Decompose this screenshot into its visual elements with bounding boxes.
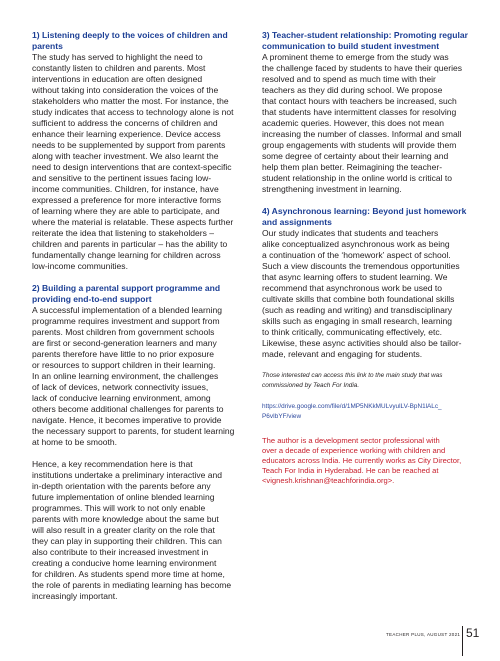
text-line: needs to be supplemented by support from parents: [32, 140, 226, 150]
text-line: also contribute to their increased investment in: [32, 547, 209, 557]
text-line: over a decade of experience working with children and: [262, 446, 446, 455]
text-line: communication to build student investment: [262, 41, 440, 51]
text-line: along with teacher investment. We also learnt the: [32, 151, 219, 161]
section-4-body: [262, 228, 478, 360]
text-line: without taking into consideration the voices of the: [32, 85, 219, 95]
text-line: study indicates that access to technology alone is not: [32, 107, 234, 117]
text-line: 1) Listening deeply to the voices of children and: [32, 30, 228, 40]
text-line: reiterate the idea that listening to stakeholders –: [32, 228, 214, 238]
text-line: where the material is relatable. These aspects further: [32, 217, 234, 227]
text-line: made, relevant and engaging for students.: [262, 349, 423, 359]
text-line: parents with more knowledge about the same but: [32, 514, 219, 524]
text-line: others become additional challenges for parents to: [32, 404, 224, 414]
section-2-heading: [32, 283, 248, 305]
text-line: stakeholders who matter the most. For instance, the: [32, 96, 229, 106]
footer-divider: [462, 626, 463, 656]
text-line: constantly listen to children and parents. Most: [32, 63, 206, 73]
text-line: A prominent theme to emerge from the study was: [262, 52, 449, 62]
text-line: P6vIbYF/view: [262, 413, 302, 420]
text-line: the role of parents in mediating learning has become: [32, 580, 232, 590]
text-line: low-income communities.: [32, 261, 128, 271]
text-line: recommend that asynchronous work be used to: [262, 283, 443, 293]
section-2-body-a: [32, 305, 248, 448]
text-line: and sensitive to the pertinent issues facing low-: [32, 173, 212, 183]
text-line: to think critically, communicating effectively, etc.: [262, 327, 443, 337]
text-line: 4) Asynchronous learning: Beyond just homework: [262, 206, 467, 216]
author-bio: [262, 436, 478, 486]
text-line: they can play in supporting their children. This can: [32, 536, 222, 546]
text-line: for children. As students spend more time at home,: [32, 569, 225, 579]
text-line: of lack of devices, network connectivity issues,: [32, 382, 209, 392]
section-2-body-b: [32, 459, 248, 602]
text-line: A successful implementation of a blended learning: [32, 305, 223, 315]
text-line: enhance their learning experience. Device access: [32, 129, 221, 139]
text-line: some degree of certainty about their learning and: [262, 151, 449, 161]
text-line: expressed a preference for more interactive forms: [32, 195, 222, 205]
page-footer: [386, 626, 486, 656]
page-number: 51: [466, 626, 480, 640]
study-access-note: [262, 371, 478, 391]
text-line: The author is a development sector professional with: [262, 436, 440, 445]
text-line: In an online learning environment, the challenges: [32, 371, 219, 381]
text-line: alike conceptualized asynchronous work as being: [262, 239, 450, 249]
text-line: fundamentally change learning for children across: [32, 250, 221, 260]
text-line: that async learning offers to student learning. We: [262, 272, 448, 282]
text-line: future implementation of online blended learning: [32, 492, 215, 502]
text-line: interventions in education are often designed: [32, 74, 203, 84]
text-line: the necessary support to parents, for student learning: [32, 426, 235, 436]
section-3-body: [262, 52, 478, 195]
text-line: increasing the number of classes. Informal and small: [262, 129, 462, 139]
text-line: resolved and to spend as much time with their: [262, 74, 436, 84]
text-line: help them plan better. Reimagining the teacher-: [262, 162, 443, 172]
text-line: commissioned by Teach For India.: [262, 382, 360, 389]
text-line: a continuation of the ‘homework’ aspect of school.: [262, 250, 451, 260]
text-line: increasingly important.: [32, 591, 118, 601]
text-line: strengthening investment in learning.: [262, 184, 402, 194]
text-line: programme requires investment and support from: [32, 316, 220, 326]
text-line: Those interested can access this link to the main study that was: [262, 372, 443, 379]
text-line: that students have intermittent classes for resolving: [262, 107, 457, 117]
text-line: 3) Teacher-student relationship: Promoting regular: [262, 30, 468, 40]
text-line: navigate. Hence, it becomes imperative to provide: [32, 415, 222, 425]
text-line: sufficient to address the concerns of children and: [32, 118, 218, 128]
text-line: that contact hours with teachers be increased, such: [262, 96, 457, 106]
text-line: the challenge faced by students to have their queries: [262, 63, 463, 73]
section-1-heading: [32, 30, 248, 52]
text-line: The study has served to highlight the need to: [32, 52, 203, 62]
text-line: at home to be smooth.: [32, 437, 118, 447]
text-line: Likewise, these async activities should also be tailor-: [262, 338, 462, 348]
text-line: need to design interventions that are context-specific: [32, 162, 232, 172]
text-line: parents: [32, 41, 63, 51]
text-line: income communities. Children, for instance, have: [32, 184, 219, 194]
text-line: educators across India. He currently works as City Director,: [262, 456, 462, 465]
publication-name: TEACHER PLUS, AUGUST 2021: [386, 632, 461, 637]
text-line: lack of conducive learning environment, among: [32, 393, 211, 403]
study-link[interactable]: [262, 402, 478, 422]
text-line: https://drive.google.com/file/d/1MP5NKkMULvyulLV-BpN1lALc_: [262, 403, 442, 410]
right-column: [262, 30, 478, 486]
text-line: and assignments: [262, 217, 332, 227]
text-line: teachers as they did during school. We propose: [262, 85, 443, 95]
text-line: (such as reading and writing) and transdisciplinary: [262, 305, 453, 315]
text-line: providing end-to-end support: [32, 294, 152, 304]
text-line: <vignesh.krishnan@teachforindia.org>.: [262, 476, 395, 485]
text-line: student relationship in the online world is critical to: [262, 173, 453, 183]
text-line: parents therefore have little to no prior exposure: [32, 349, 214, 359]
text-line: parents. Most children from government schools: [32, 327, 215, 337]
text-line: Our study indicates that students and teachers: [262, 228, 439, 238]
text-line: are first or second-generation learners and many: [32, 338, 217, 348]
text-line: Hence, a key recommendation here is that: [32, 459, 193, 469]
text-line: Teach For India in Hyderabad. He can be reached at: [262, 466, 439, 475]
text-line: in-depth orientation with the parents before any: [32, 481, 211, 491]
text-line: Such a view discounts the tremendous opportunities: [262, 261, 460, 271]
text-line: will also result in a greater clarity on the role that: [32, 525, 215, 535]
section-3-heading: [262, 30, 478, 52]
text-line: or resources to support children in their learning.: [32, 360, 216, 370]
text-line: of learning where they are able to participate, and: [32, 206, 220, 216]
section-4-heading: [262, 206, 478, 228]
text-line: programmes. This will work to not only enable: [32, 503, 206, 513]
text-line: skills such as engaging in small research, learning: [262, 316, 453, 326]
text-line: children and parents in particular – has the ability to: [32, 239, 228, 249]
section-1-body: [32, 52, 248, 272]
text-line: group engagements with students will provide them: [262, 140, 457, 150]
text-line: academic queries. However, this does not mean: [262, 118, 444, 128]
left-column: [32, 30, 248, 602]
text-line: institutions undertake a preliminary interactive and: [32, 470, 223, 480]
text-line: 2) Building a parental support programme and: [32, 283, 221, 293]
text-line: creating a conducive home learning environment: [32, 558, 217, 568]
text-line: cultivate skills that combine both foundational skills: [262, 294, 455, 304]
